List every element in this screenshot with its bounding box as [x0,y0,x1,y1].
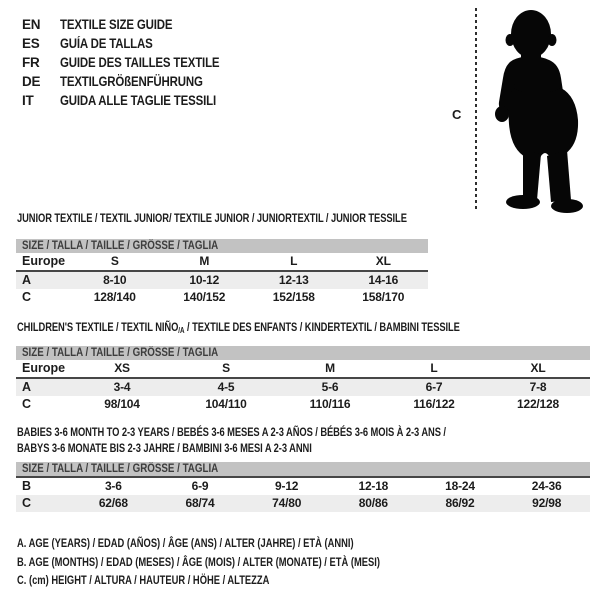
children-table-rows [16,360,590,413]
note-age-years: A. AGE (YEARS) / EDAD (AÑOS) / ÂGE (ANS) / ALTER (JAHRE) / ETÀ (ANNI) [17,536,354,550]
table-cell: 5-6 [321,380,339,394]
language-label: TEXTILE SIZE GUIDE [60,17,173,32]
table-cell: 80/86 [358,496,388,510]
children-size-table [16,346,590,413]
language-code: FR [22,55,40,70]
size-header-bar [16,462,590,476]
babies-table-title-line1 [17,425,567,440]
row-label: C [22,397,32,411]
language-code: IT [22,93,34,108]
table-cell: 74/80 [272,496,302,510]
note-height: C. (cm) HEIGHT / ALTURA / HAUTEUR / HÖHE / ALTEZZA [17,573,270,587]
babies-table-title-text2: BABYS 3-6 MONATE BIS 2-3 JAHRE / BAMBINI 3-6 MESI A 2-3 ANNI [17,441,312,455]
row-label: A [22,380,32,394]
table-cell: 4-5 [217,380,235,394]
table-cell: 10-12 [189,273,220,287]
table-cell: 116/122 [413,397,455,411]
table-cell: S [110,254,119,268]
row-label: B [22,479,32,493]
table-row-b [16,478,590,495]
size-header-label: SIZE / TALLA / TAILLE / GRÖSSE / TAGLIA [22,347,219,359]
junior-table-title [17,211,517,226]
table-cell: 68/74 [185,496,215,510]
table-cell: 3-6 [104,479,122,493]
language-row-de [22,72,248,91]
junior-table-rows [16,253,428,306]
table-cell: 14-16 [368,273,399,287]
table-row-a [16,272,428,289]
table-cell: 8-10 [103,273,127,287]
children-table-title [17,320,585,338]
table-row-c [16,289,428,306]
height-dashed-line [475,8,477,210]
table-row-c [16,396,590,413]
table-cell: 158/170 [362,290,405,304]
table-cell: 12-18 [358,479,389,493]
language-code: ES [22,36,40,51]
table-cell: 9-12 [275,479,299,493]
table-cell: 62/68 [98,496,128,510]
table-cell: 3-4 [113,380,131,394]
row-label: A [22,273,32,287]
row-label: C [22,496,32,510]
language-code: EN [22,17,41,32]
table-row-europe [16,360,590,377]
table-row-c [16,495,590,512]
babies-size-table [16,462,590,512]
height-measure-label: C [452,107,462,122]
table-cell: M [199,254,210,268]
title-subscript: /A [178,326,185,335]
row-label: Europe [22,254,66,268]
table-cell: 152/158 [272,290,315,304]
babies-table-rows [16,476,590,512]
size-header-bar [16,346,590,360]
size-header-label: SIZE / TALLA / TAILLE / GRÖSSE / TAGLIA [22,463,219,475]
table-cell: L [430,361,438,375]
table-cell: 6-9 [191,479,209,493]
table-row-europe [16,253,428,270]
language-code: DE [22,74,41,89]
language-label: GUÍA DE TALLAS [60,36,153,51]
toddler-silhouette [483,4,597,214]
table-cell: 98/104 [104,397,140,411]
legend-notes [17,534,482,590]
size-header-label: SIZE / TALLA / TAILLE / GRÖSSE / TAGLIA [22,240,219,252]
table-cell: 18-24 [445,479,475,493]
note-age-months: B. AGE (MONTHS) / EDAD (MESES) / ÂGE (MOIS) / ALTER (MONATE) / ETÀ (MESI) [17,554,380,569]
row-label: C [22,290,32,304]
language-label: GUIDE DES TAILLES TEXTILE [60,55,220,70]
table-cell: XS [114,361,130,375]
language-label: TEXTILGRÖßENFÜHRUNG [60,74,203,89]
row-label: Europe [22,361,66,375]
table-row-a [16,379,590,396]
size-header-bar [16,239,428,253]
table-cell: 6-7 [425,380,443,394]
table-cell: 140/152 [183,290,226,304]
table-cell: 12-13 [278,273,309,287]
table-cell: 92/98 [532,496,562,510]
language-row-en [22,15,248,34]
table-cell: S [222,361,230,375]
babies-table-title-text1: BABIES 3-6 MONTH TO 2-3 YEARS / BEBÉS 3-6 MESES A 2-3 AÑOS / BÉBÉS 3-6 MOIS À 2-3 ANS / [17,425,446,439]
babies-table-title-line2 [17,441,395,456]
silhouette-head [511,10,551,58]
language-row-es [22,34,248,53]
language-title-block [22,15,248,110]
table-cell: XL [375,254,391,268]
language-label: GUIDA ALLE TAGLIE TESSILI [60,93,216,108]
table-cell: XL [530,361,546,375]
table-cell: L [290,254,298,268]
junior-table-title-text: JUNIOR TEXTILE / TEXTIL JUNIOR/ TEXTILE JUNIOR / JUNIORTEXTIL / JUNIOR TESSILE [17,211,407,225]
table-cell: 86/92 [445,496,475,510]
table-cell: 7-8 [529,380,547,394]
table-cell: M [325,361,335,375]
table-cell: 122/128 [517,397,559,411]
table-cell: 104/110 [205,397,247,411]
children-table-title-text: CHILDREN'S TEXTILE / TEXTIL $NIÑO_{/A}$ / TEXTILE DES ENFANTS / KINDERTEXTIL / BAMBINI TESSILE [17,320,460,335]
table-cell: 24-36 [531,479,562,493]
table-cell: 128/140 [93,290,136,304]
language-row-it [22,91,248,110]
junior-size-table [16,239,428,306]
language-row-fr [22,53,248,72]
table-cell: 110/116 [309,397,351,411]
